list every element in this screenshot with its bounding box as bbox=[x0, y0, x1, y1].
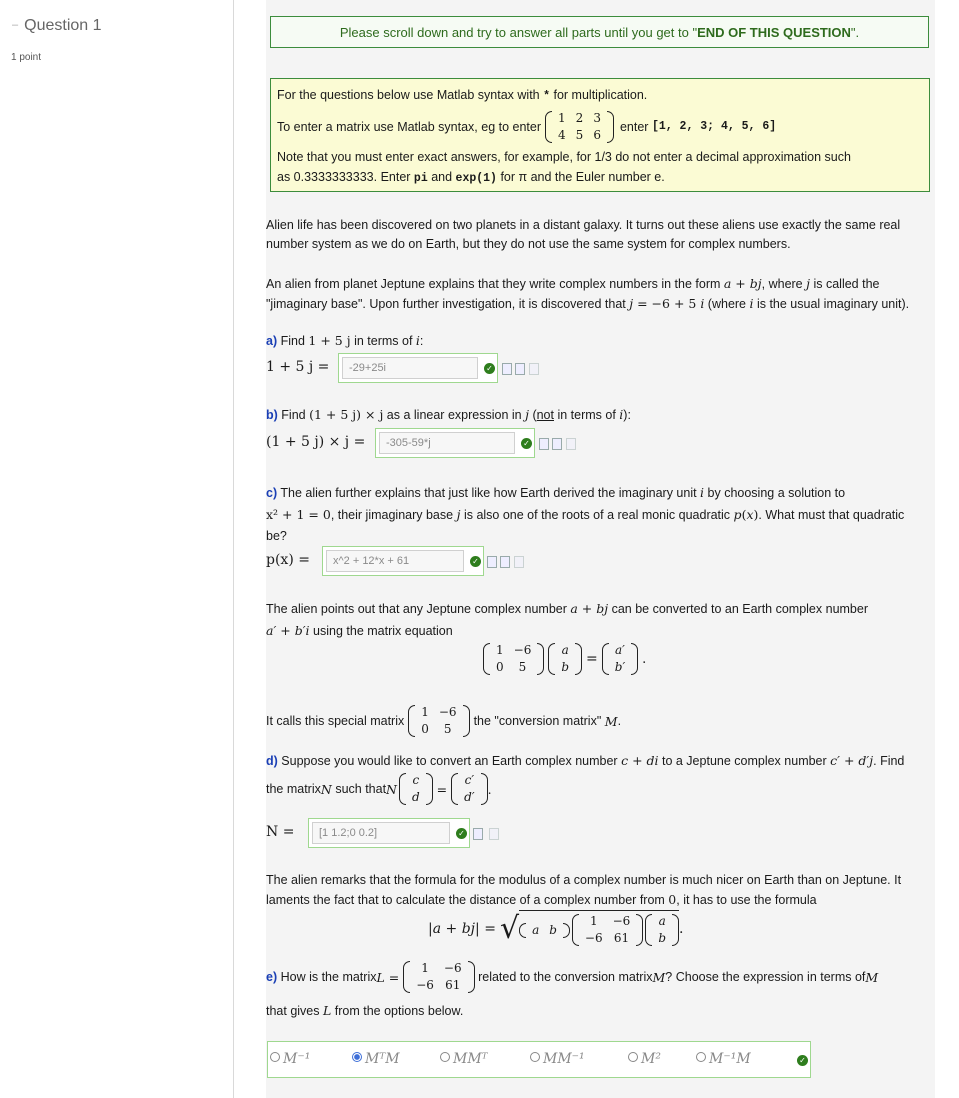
option-m-mt[interactable]: MMᵀ bbox=[440, 1051, 488, 1067]
conversion-matrix: 1 −6 0 5 bbox=[483, 642, 544, 676]
conversion-matrix-name: It calls this special matrix 1 −6 0 5 the "conversion matrix" M . bbox=[266, 705, 622, 736]
question-sidebar bbox=[0, 0, 234, 1098]
part-d-input[interactable]: [1 1.2;0 0.2] bbox=[312, 822, 450, 844]
part-e-options bbox=[267, 1041, 811, 1078]
document-icon[interactable] bbox=[487, 556, 497, 568]
part-d-prompt-line-2: the matrix N such that N c d = c′ d′ . bbox=[266, 773, 492, 804]
document-icon[interactable] bbox=[529, 363, 539, 375]
radio-button-selected[interactable] bbox=[352, 1052, 362, 1062]
part-a-lhs: 1 + 5 j = bbox=[266, 359, 330, 375]
vector-ab-prime: a′ b′ bbox=[602, 642, 638, 676]
modulus-paragraph: The alien remarks that the formula for the modulus of a complex number is much nicer on Earth than on Jeptune. It laments the fact that to calculate the distance of a complex number from 0, it has to use the formula bbox=[266, 873, 902, 907]
intro-paragraph-1: Alien life has been discovered on two planets in a distant galaxy. It turns out these aliens use exactly the same real number system as we do on Earth, but they do not use the same system for complex numbers. bbox=[266, 218, 901, 251]
option-m-m-inverse[interactable]: MM⁻¹ bbox=[530, 1051, 585, 1067]
instructions-box bbox=[270, 78, 930, 192]
conversion-intro: The alien points out that any Jeptune complex number a + bj can be converted to an Earth complex number a′ + b′i using the matrix equation bbox=[266, 601, 868, 638]
correct-check-icon: ✓ bbox=[456, 828, 467, 839]
correct-check-icon: ✓ bbox=[521, 438, 532, 449]
radio-button[interactable] bbox=[696, 1052, 706, 1062]
example-matrix: 1 2 3 4 5 6 bbox=[545, 110, 614, 144]
part-d-lhs: N = bbox=[266, 824, 295, 840]
scroll-banner: Please scroll down and try to answer all parts until you get to " END OF THIS QUESTION ". bbox=[270, 16, 929, 48]
correct-check-icon: ✓ bbox=[470, 556, 481, 567]
part-c-lhs: p(x) = bbox=[266, 552, 310, 568]
radio-button[interactable] bbox=[440, 1052, 450, 1062]
radio-button[interactable] bbox=[270, 1052, 280, 1062]
vector-ab: a b bbox=[548, 642, 582, 676]
question-points: 1 point bbox=[11, 52, 42, 63]
document-icon[interactable] bbox=[473, 828, 483, 840]
option-m-inverse[interactable]: M⁻¹ bbox=[270, 1051, 310, 1067]
instruction-line-3: Note that you must enter exact answers, for example, for 1/3 do not enter a decimal approximation such bbox=[277, 150, 851, 164]
document-icon[interactable] bbox=[500, 556, 510, 568]
part-a-input[interactable]: -29+25i bbox=[342, 357, 478, 379]
collapse-icon[interactable]: – bbox=[12, 19, 19, 31]
part-b-input[interactable]: -305-59*j bbox=[379, 432, 515, 454]
instruction-line-1: For the questions below use Matlab syntax with * for multiplication. bbox=[277, 88, 648, 103]
part-e-prompt-line-2: that gives L from the options below. bbox=[266, 1003, 464, 1018]
instruction-line-2: To enter a matrix use Matlab syntax, eg to enter 1 2 3 4 5 6 enter [1, 2, 3; 4, 5, 6] bbox=[277, 111, 777, 142]
document-icon[interactable] bbox=[489, 828, 499, 840]
document-icon[interactable] bbox=[552, 438, 562, 450]
part-a-prompt: a) Find 1 + 5 j in terms of i: bbox=[266, 333, 424, 348]
instruction-line-4: as 0.3333333333. Enter pi and exp(1) for π and the Euler number e. bbox=[277, 170, 665, 185]
option-m-inverse-m[interactable]: M⁻¹M bbox=[696, 1051, 751, 1067]
part-b-answer-box bbox=[375, 428, 535, 458]
part-c-answer-box bbox=[322, 546, 484, 576]
document-icon[interactable] bbox=[539, 438, 549, 450]
radio-button[interactable] bbox=[628, 1052, 638, 1062]
correct-check-icon: ✓ bbox=[484, 363, 495, 374]
modulus-formula: |a + bj| = √ a b 1 −6 −6 61 a b . bbox=[428, 910, 684, 946]
question-title[interactable]: – Question 1 bbox=[12, 17, 102, 34]
part-b-lhs: (1 + 5 j) × j = bbox=[266, 434, 366, 450]
document-icon[interactable] bbox=[502, 363, 512, 375]
document-icon[interactable] bbox=[514, 556, 524, 568]
document-icon[interactable] bbox=[515, 363, 525, 375]
part-b-prompt: b) Find (1 + 5 j) × j as a linear expression in j (not in terms of i): bbox=[266, 407, 631, 422]
conversion-equation: 1 −6 0 5 a b = a′ b′ . bbox=[483, 642, 646, 676]
part-c-input[interactable]: x^2 + 12*x + 61 bbox=[326, 550, 464, 572]
option-mt-m[interactable]: MᵀM bbox=[352, 1051, 400, 1067]
part-d-answer-box bbox=[308, 818, 470, 848]
part-d-prompt-line-1: d) Suppose you would like to convert an Earth complex number c + di to a Jeptune complex number c′ + d′j. Find bbox=[266, 753, 905, 768]
part-a-answer-box bbox=[338, 353, 498, 383]
document-icon[interactable] bbox=[566, 438, 576, 450]
part-c-prompt: c) The alien further explains that just like how Earth derived the imaginary unit i by choosing a solution to x² + 1 = 0, their jimaginary base j is also one of the roots of a real monic quadratic p(x). What must that quadratic be? bbox=[266, 485, 905, 543]
intro-paragraph-2: An alien from planet Jeptune explains that they write complex numbers in the form a + bj, where j is called the "jimaginary base". Upon further investigation, it is discovered that j = −6 + 5 i (where i is the usual imaginary unit). bbox=[266, 276, 910, 311]
correct-check-icon: ✓ bbox=[797, 1055, 808, 1066]
radio-button[interactable] bbox=[530, 1052, 540, 1062]
option-m-squared[interactable]: M² bbox=[628, 1051, 661, 1067]
part-e-prompt-line-1: e) How is the matrix L = 1 −6 −6 61 related to the conversion matrix M ? Choose the expression in terms of M bbox=[266, 961, 879, 992]
